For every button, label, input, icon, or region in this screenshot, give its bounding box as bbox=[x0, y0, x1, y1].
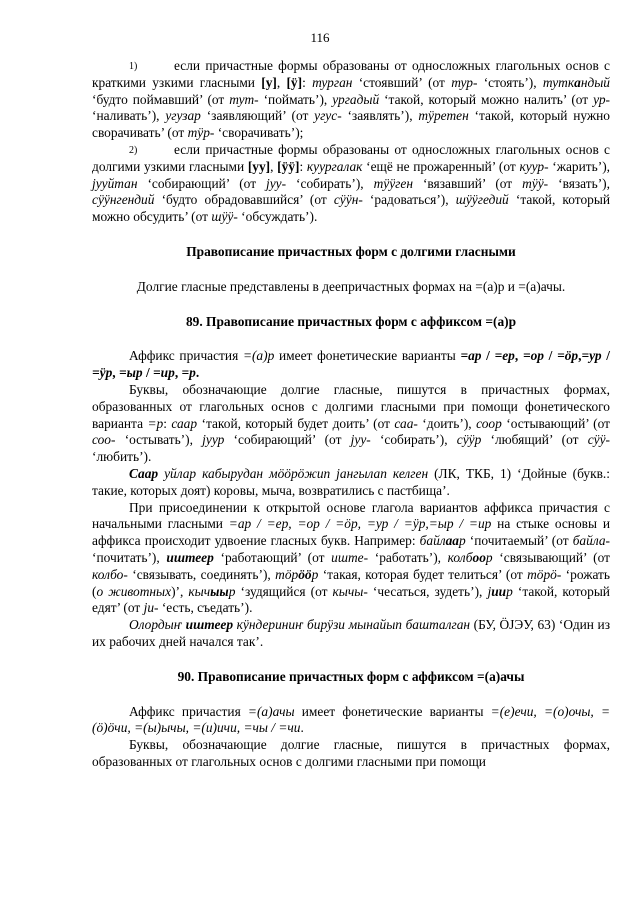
list-item-text: если причастные формы образованы от односложных глагольных основ с краткими узкими гласными [у], [ӱ]: турган ‘стоявший’ (от тур- ‘стоять’), туткандый ‘будто поймавший’ (от тут- ‘поймать’), ургадый ‘такой, который можно налить’ (от ур- ‘наливать’), угузар ‘заявляющий’ (от угус- ‘заявлять’), тӱретен ‘такой, который нужно сворачивать’ (от тӱр- ‘сворачивать’); bbox=[92, 58, 611, 141]
heading-90: 90. Правописание причастных форм с аффиксом =(а)ачы bbox=[177, 668, 525, 684]
paragraph-90-1: Аффикс причастия =(а)ачы имеет фонетические варианты =(е)ечи, =(о)очы, =(ӧ)ӧчи, =(ы)ычы, =(и)ичи, =чы / =чи. bbox=[92, 703, 610, 736]
section-heading: Правописание причастных форм с долгими гласными bbox=[186, 243, 516, 259]
paragraph-89-2: Буквы, обозначающие долгие гласные, пишутся в причастных формах, образованных от глагольных основ с долгими гласными при помощи фонетического варианта =р: саар ‘такой, который будет доить’ (от саа- ‘доить’), соор ‘остывающий’ (от соо- ‘остывать’), јуур ‘собирающий’ (от јуу- ‘собирать’), сӱӱр ‘любящий’ (от сӱӱ- ‘любить’). bbox=[92, 381, 611, 465]
list-item-number: 1) bbox=[129, 61, 138, 72]
list-item-number: 2) bbox=[129, 144, 138, 156]
page-body bbox=[92, 58, 610, 771]
section-intro: Долгие гласные представлены в деепричастных формах на =(а)р и =(а)ачы. bbox=[136, 278, 566, 294]
paragraph-89-4: При присоединении к открытой основе глагола вариантов аффикса причастия с начальными гласными =ар / =ер, =ор / =öр, =ур / =ӱр,=ыр / =ир на стыке основы и аффикса происходит удвоение гласных букв. Например: байлаар ‘почитаемый’ (от байла- ‘почитать’), иштеер ‘работающий’ (от иште- ‘работать’), колбоор ‘связывающий’ (от колбо- ‘связывать, соединять’), тӧрӧӧр ‘такая, которая будет телиться’ (от тӧрӧ- ‘рожать (о животных)’, кычыыр ‘зудящийся (от кычы- ‘чесаться, зудеть’), јиир ‘такой, который едят’ (от ји- ‘есть, съедать’). bbox=[92, 499, 611, 616]
list-item-2 bbox=[92, 142, 610, 226]
heading-89: 89. Правописание причастных форм с аффиксом =(а)р bbox=[185, 313, 517, 329]
paragraph-90-2: Буквы, обозначающие долгие гласные, пишутся в причастных формах, образованных от глагольных основ с долгими гласными при помощи bbox=[92, 737, 610, 769]
page-number: 116 bbox=[310, 30, 330, 45]
paragraph-89-5: Олордыҥ иштеер кӱндериниҥ бирӱзи мынайып башталган (БУ, ÖЈЭУ, 63) ‘Один из их рабочих дней начался так’. bbox=[92, 617, 610, 649]
paragraph-89-1: Аффикс причастия =(а)р имеет фонетические варианты =ар / =ер, =ор / =öр,=ур / =ӱр, =ыр / =ир, =р. bbox=[92, 348, 610, 381]
list-item-text: если причастные формы образованы от односложных глагольных основ с долгими узкими гласными [уу], [ӱӱ]: куургалак ‘ещё не прожаренный’ (от куур- ‘жарить’), јууйтан ‘собирающий’ (от јуу- ‘собирать’), тӱӱген ‘вязавший’ (от тӱӱ- ‘вязать’), сӱӱнгендий ‘будто обрадовавшийся’ (от сӱӱн- ‘радоваться’), шӱӱгедий ‘такой, который можно обсудить’ (от шӱӱ- ‘обсуждать’). bbox=[92, 141, 611, 225]
paragraph-89-3: Саар уйлар кабырудан мӧӧрӧжип јангылап келген (ЛК, ТКБ, 1) ‘Дойные (букв.: такие, которых доят) коровы, мыча, возвратились с пастбища’. bbox=[92, 465, 610, 498]
list-item-1 bbox=[92, 58, 610, 142]
